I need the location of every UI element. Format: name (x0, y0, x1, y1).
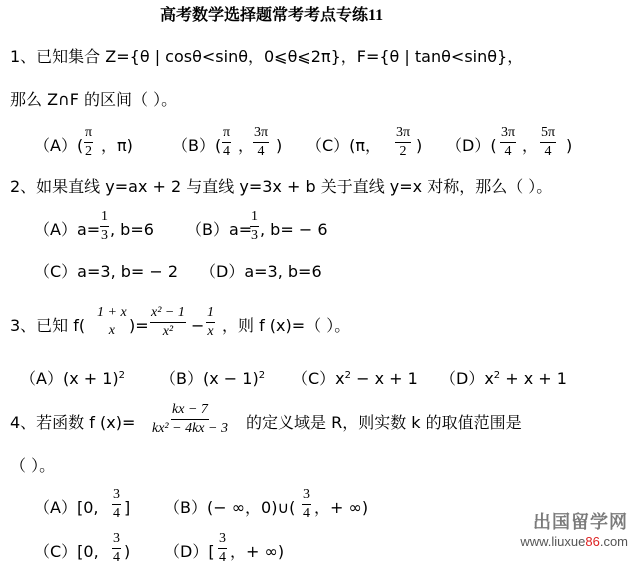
q2-stem: 2、如果直线 y=ax + 2 与直线 y=3x + b 关于直线 y=x 对称，那么（ ）。 (10, 177, 553, 196)
q2-option-d: （D）a=3, b=6 (200, 262, 322, 281)
q3-option-c: $(C)x^2 - x + 1$ (292, 369, 418, 388)
q1-stem-2: 那么 Z∩F 的区间（ ）。 (10, 90, 178, 109)
q4-c-frac: 3 4 (113, 531, 120, 565)
q1-c-end: ) (416, 136, 423, 155)
q1-b-frac1: π 4 (223, 125, 231, 159)
watermark (520, 508, 628, 549)
q4-pre: 4、若函数 f (x)= (10, 413, 136, 432)
q4-d-frac: 3 4 (219, 531, 226, 565)
q1-b-end: ) (276, 136, 283, 155)
q3-option-d: $(D)x^2 + x + 1$ (440, 369, 567, 388)
q2-b-frac: 1 3 (251, 209, 258, 243)
q1-d-frac2: 5π 4 (541, 125, 556, 159)
q4-b-post: ，+ ∞) (314, 498, 369, 517)
q4-post: 的定义域是 R，则实数 k 的取值范围是 (246, 413, 522, 432)
q1-stem: 1、已知集合 Z={θ | cosθ<sinθ，0⩽θ⩽2π}，F={θ | tanθ<sinθ}， (10, 47, 524, 66)
q2-option-c: （C）a=3, b= − 2 (34, 262, 179, 281)
q3-eq: )= (129, 316, 149, 335)
q1-b-label: （B）( (172, 136, 222, 155)
q3-option-a: $(A)(x + 1)^2$ (20, 369, 126, 388)
q1-a-rest: ，π) (101, 136, 133, 155)
q2-a-post: , b=6 (110, 220, 154, 239)
q1-d-label: （D）( (446, 136, 497, 155)
q1-a-label: （A）( (34, 136, 84, 155)
q3-option-b: $(B)(x - 1)^2$ (160, 369, 266, 388)
q1-d-frac1: 3π 4 (501, 125, 516, 159)
q1-c-label: （C）(π， (306, 136, 382, 155)
watermark-url: www.liuxue86.com (520, 534, 628, 549)
q1-d-end: ) (566, 136, 573, 155)
q3-rhs-frac1: x² − 1 x² (151, 305, 185, 339)
q3-post: ，则 f (x)=（ ）。 (222, 316, 351, 335)
q2-b-post: , b= − 6 (260, 220, 328, 239)
q2-b-pre: （B）a= (186, 220, 253, 239)
q3-pre: 3、已知 f( (10, 316, 86, 335)
q1-a-frac: π 2 (85, 125, 93, 159)
q1-c-frac: 3π 2 (396, 125, 411, 159)
q4-d-pre: （D）[ (164, 542, 215, 561)
q2-a-pre: （A）a= (34, 220, 101, 239)
q4-a-frac: 3 4 (113, 487, 120, 521)
q1-d-comma: ， (522, 136, 539, 155)
q4-stem-2: （ ）。 (10, 456, 56, 475)
page-title: 高考数学选择题常考考点专练11 (160, 7, 384, 24)
q4-a-post: ] (124, 498, 131, 517)
q1-b-frac2: 3π 4 (254, 125, 269, 159)
q1-b-comma: ， (238, 136, 255, 155)
q4-c-post: ) (124, 542, 131, 561)
q4-frac: kx − 7 kx² − 4kx − 3 (152, 402, 228, 436)
q2-a-frac: 1 3 (101, 209, 108, 243)
q3-arg-frac: 1 + x x (97, 305, 127, 338)
q4-a-pre: （A）[0, (34, 498, 99, 517)
q4-b-frac: 3 4 (303, 487, 310, 521)
watermark-logo-text: 出国留学网 (533, 512, 628, 533)
q4-d-post: ，+ ∞) (230, 542, 285, 561)
q3-minus: − (191, 316, 205, 335)
q3-rhs-frac2: 1 x (207, 305, 214, 339)
q4-b-pre: （B）(− ∞，0)∪( (164, 498, 296, 517)
q4-c-pre: （C）[0, (34, 542, 99, 561)
